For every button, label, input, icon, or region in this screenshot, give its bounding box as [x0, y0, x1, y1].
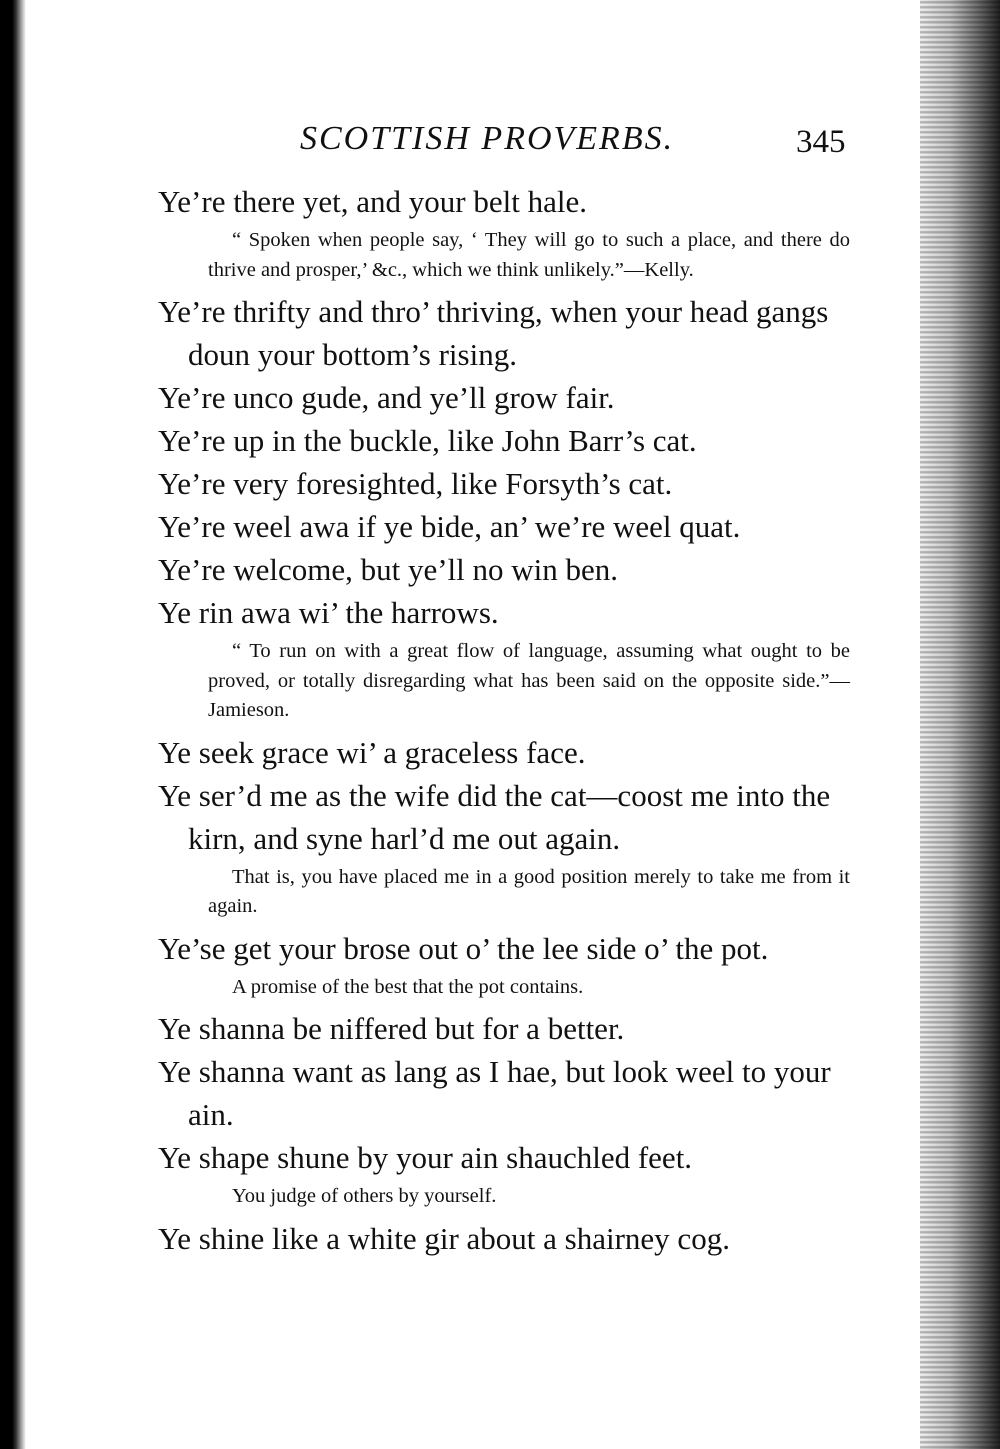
proverb-text: Ye’se get your brose out o’ the lee side o’ the pot. — [158, 930, 769, 966]
proverb-entry — [158, 376, 858, 419]
proverb-entry — [158, 591, 858, 726]
page-edge-shadow — [920, 0, 1000, 1449]
proverb-entry — [158, 180, 858, 285]
proverb-text: Ye shanna be niffered but for a better. — [158, 1011, 625, 1046]
proverb-entry — [158, 774, 858, 922]
proverb-text: Ye’re very foresighted, like Forsyth’s cat. — [158, 466, 673, 501]
proverb-entry — [158, 462, 858, 505]
proverb-entry — [158, 505, 858, 548]
proverb-entry — [158, 1217, 858, 1260]
proverb-note: “ Spoken when people say, ‘ They will go to such a place, and there do thrive and prosper,’ &c., which we think unlikely.”—Kelly. — [208, 229, 850, 281]
proverb-entry — [158, 419, 858, 462]
page-number: 345 — [796, 124, 846, 160]
running-head — [158, 112, 858, 172]
proverb-text: Ye’re thrifty and thro’ thriving, when your head gangs doun your bottom’s rising. — [158, 294, 829, 372]
proverb-entry — [158, 1050, 858, 1136]
proverb-entry — [158, 1136, 858, 1212]
proverb-text: Ye rin awa wi’ the harrows. — [158, 595, 499, 630]
page-gutter-shadow — [0, 0, 26, 1449]
proverb-note: “ To run on with a great flow of language, assuming what ought to be proved, or totally disregarding what has been said on the opposite side.”—Jamieson. — [208, 640, 850, 721]
running-title: SCOTTISH PROVERBS. — [300, 120, 675, 157]
proverb-entry — [158, 290, 858, 376]
book-page — [158, 112, 858, 1260]
proverb-text: Ye shine like a white gir about a shairney cog. — [158, 1220, 730, 1256]
proverb-text: Ye’re weel awa if ye bide, an’ we’re weel quat. — [158, 509, 741, 544]
proverb-note: You judge of others by yourself. — [232, 1185, 497, 1207]
proverb-text: Ye shanna want as lang as I hae, but look weel to your ain. — [158, 1054, 831, 1132]
proverb-text: Ye’re unco gude, and ye’ll grow fair. — [158, 380, 615, 415]
proverb-entry — [158, 731, 858, 774]
proverb-text: Ye seek grace wi’ a graceless face. — [158, 734, 586, 770]
proverb-entry — [158, 1007, 858, 1050]
proverb-text: Ye shape shune by your ain shauchled feet. — [158, 1140, 693, 1175]
proverb-text: Ye’re up in the buckle, like John Barr’s cat. — [158, 423, 697, 458]
proverb-text: Ye ser’d me as the wife did the cat—coost me into the kirn, and syne harl’d me out again. — [158, 777, 831, 856]
proverb-entry — [158, 927, 858, 1003]
proverb-text: Ye’re welcome, but ye’ll no win ben. — [158, 552, 619, 587]
proverb-note: A promise of the best that the pot contains. — [232, 975, 584, 998]
proverb-text: Ye’re there yet, and your belt hale. — [158, 184, 587, 219]
proverb-note: That is, you have placed me in a good position merely to take me from it again. — [208, 865, 850, 917]
proverb-entry — [158, 548, 858, 591]
